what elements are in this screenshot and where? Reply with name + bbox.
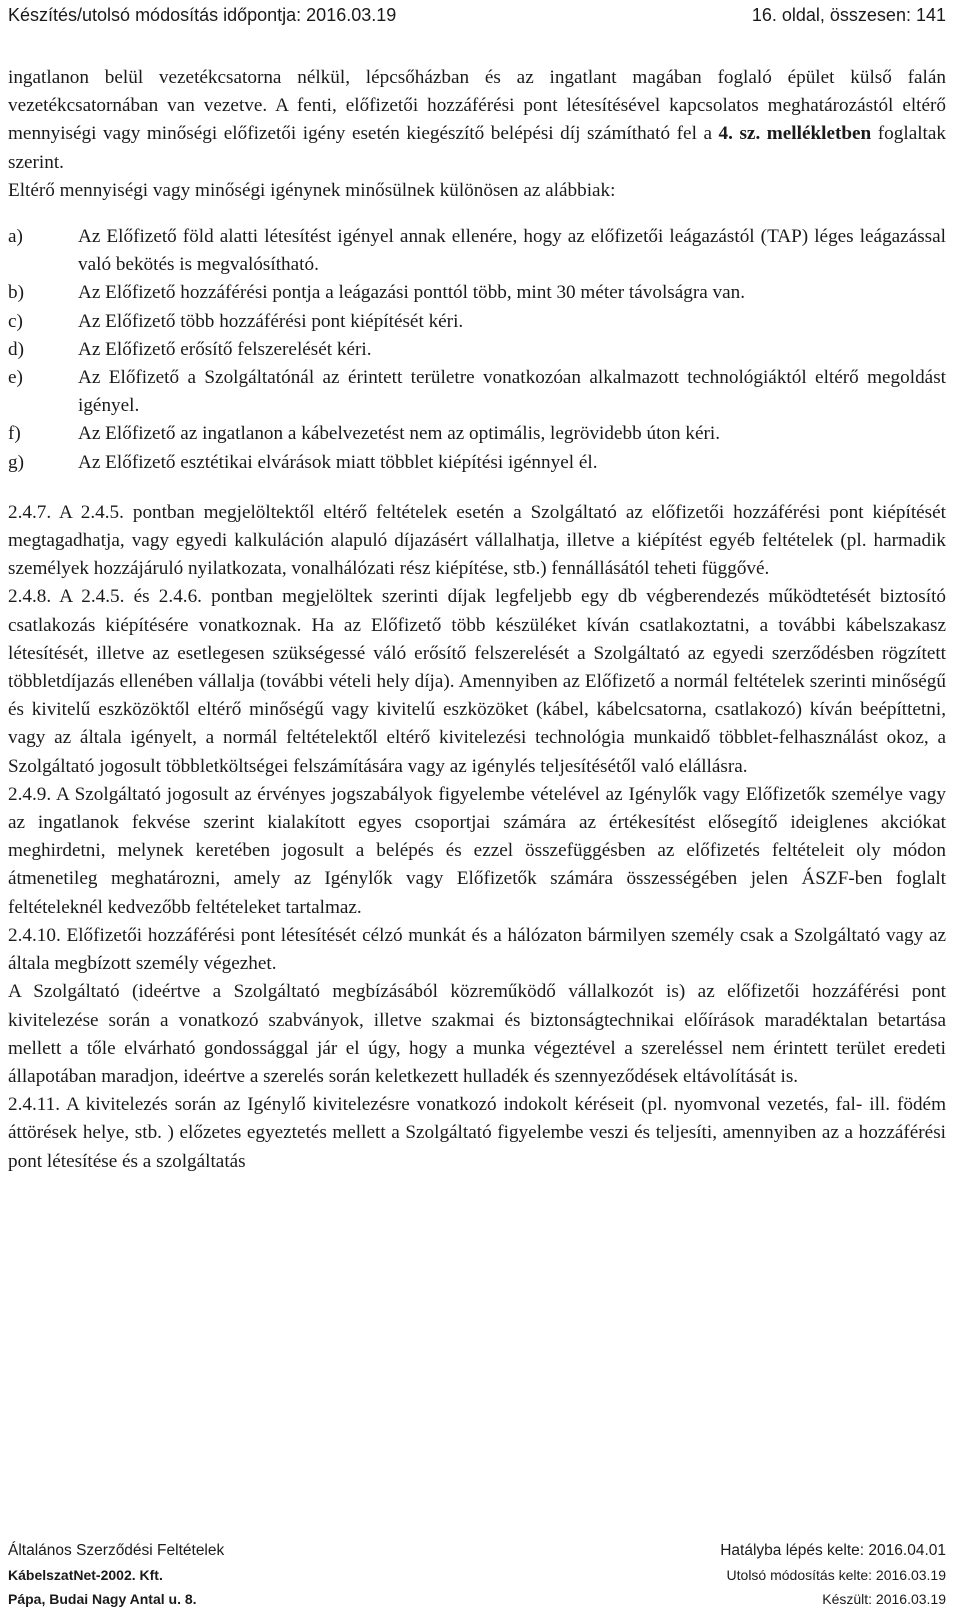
list-marker: g): [8, 451, 24, 473]
list-marker: c): [8, 310, 23, 332]
page-footer: [8, 1539, 946, 1611]
footer-address: Pápa, Budai Nagy Antal u. 8.: [8, 1591, 197, 1607]
list-item: [8, 364, 946, 420]
section-2-4-10-continued: A Szolgáltató (ideértve a Szolgáltató megbízásából közreműködő vállalkozót is) az előfizetői hozzáférési pont kivitelezése során a vonatkozó szabványok, illetve szakmai és biztonságtechnikai előírások maradéktalan betartása mellett a tőle elvárható gondossággal jár el úgy, hogy a munka végeztével a szereléssel nem érintett terület eredeti állapotában maradjon, ideértve a szerelés során keletkezett hulladék és szennyeződések eltávolítását is.: [8, 981, 946, 1087]
list-marker: b): [8, 282, 24, 304]
section-2-4-10: 2.4.10. Előfizetői hozzáférési pont létesítését célzó munkát és a hálózaton bármilyen személy csak a Szolgáltató vagy az általa megbízott személy végezhet.: [8, 924, 946, 975]
footer-row: [8, 1539, 946, 1563]
page-header: [8, 4, 946, 26]
header-timestamp: Készítés/utolsó módosítás időpontja: 2016.03.19: [8, 5, 397, 25]
section-2-4-7: 2.4.7. A 2.4.5. pontban megjelöltektől eltérő feltételek esetén a Szolgáltató az előfizetői hozzáférési pont kiépítését megtagadhatja, vagy egyedi kalkuláción alapuló díjazásért vállalhatja, illetve a kiépítést egyéb feltételek (pl. harmadik személyek hozzájáruló nyilatkozata, vonalhálózati rész kiépítése, stb.) fennállásától teheti függővé.: [8, 501, 946, 580]
list-text: Az Előfizető erősítő felszerelését kéri.: [78, 338, 372, 360]
footer-row: [8, 1563, 946, 1587]
list-text: Az Előfizető föld alatti létesítést igényel annak ellenére, hogy az előfizetői leágazástól (TAP) léges leágazással való bekötés is megvalósítható.: [78, 226, 946, 276]
section-2-4-8: 2.4.8. A 2.4.5. és 2.4.6. pontban megjelöltek szerinti díjak legfeljebb egy db végberendezés működtetését biztosító csatlakozás kiépítésére vonatkoznak. Ha az Előfizető több készüléket kíván csatlakoztatni, a további kábelszakasz létesítését, illetve az esetlegesen szükségessé váló erősítő felszerelését a Szolgáltató az egyedi szerződésben rögzített többletdíjazás ellenében vállalja (további vételi hely díja). Amennyiben az Előfizető a normál feltételek szerinti minőségű és kivitelű eszközöktől eltérő minőségű vagy kivitelű eszközöket (kábel, kábelcsatorna, csatlakozó) kíván beépíttetni, vagy az általa igényelt, a normál feltételektől eltérő kivitelezési technológia munkaidő többlet-felhasználást okoz, a Szolgáltató jogosult többletköltségei felszámítására vagy az igénylés teljesítésétől való elállásra.: [8, 586, 946, 777]
footer-created-date: Készült: 2016.03.19: [822, 1591, 946, 1607]
intro-paragraph: [8, 64, 946, 177]
intro-list-lead: Eltérő mennyiségi vagy minőségi igénynek minősülnek különösen az alábbiak:: [8, 179, 616, 201]
intro-text-end: foglaltak szerint.: [8, 123, 946, 173]
list-marker: a): [8, 226, 23, 248]
list-text: Az Előfizető hozzáférési pontja a leágazási ponttól több, mint 30 méter távolságra van.: [78, 282, 746, 304]
list-marker: e): [8, 367, 23, 389]
list-text: Az Előfizető több hozzáférési pont kiépítését kéri.: [78, 310, 464, 332]
list-item: [8, 449, 946, 477]
appendix-reference: 4. sz. mellékletben: [718, 123, 872, 145]
footer-effective-date: Hatályba lépés kelte: 2016.04.01: [720, 1542, 946, 1559]
list-item: [8, 336, 946, 364]
header-page-number: 16. oldal, összesen: 141: [751, 5, 946, 25]
list-marker: f): [8, 423, 21, 445]
list-text: Az Előfizető a Szolgáltatónál az érintett területre vonatkozóan alkalmazott technológiáktól eltérő megoldást igényel.: [78, 367, 946, 417]
list-item: [8, 223, 946, 279]
requirement-list: [8, 223, 946, 477]
footer-doc-title: Általános Szerződési Feltételek: [8, 1542, 225, 1559]
footer-row: [8, 1587, 946, 1611]
list-marker: d): [8, 338, 24, 360]
section-2-4-11: 2.4.11. A kivitelezés során az Igénylő kivitelezésre vonatkozó indokolt kéréseit (pl. nyomvonal vezetés, fal- ill. födém áttörések helye, stb. ) előzetes egyeztetés mellett a Szolgáltató figyelembe veszi és teljesíti, amennyiben az a hozzáférési pont létesítése és a szolgáltatás: [8, 1094, 946, 1172]
section-2-4-9: 2.4.9. A Szolgáltató jogosult az érvényes jogszabályok figyelembe vételével az Igénylők vagy Előfizetők személye vagy az ingatlanok fekvése szerint kialakított egyes csoportjai számára az értékesítést elősegítő ideiglenes akciókat meghirdetni, melynek keretében jogosult a belépés és ezzel összefüggésben az előfizetés feltételeit oly módon átmenetileg meghatározni, amely az Igénylők vagy Előfizetők számára összességében jelen ÁSZF-ben foglalt feltételeknél kedvezőbb feltételeket tartalmaz.: [8, 783, 946, 918]
list-item: [8, 279, 946, 307]
document-body: [8, 64, 946, 1176]
list-item: [8, 308, 946, 336]
list-text: Az Előfizető az ingatlanon a kábelvezetést nem az optimális, legrövidebb úton kéri.: [78, 423, 721, 445]
footer-company: KábelszatNet-2002. Kft.: [8, 1567, 163, 1583]
list-text: Az Előfizető esztétikai elvárások miatt többlet kiépítési igénnyel él.: [78, 451, 598, 473]
intro-text: ingatlanon belül vezetékcsatorna nélkül, lépcsőházban és az ingatlant magában foglaló épület külső falán vezetékcsatornában van vezetve. A fenti, előfizetői hozzáférési pont létesítésével kapcsolatos meghatározástól eltérő mennyiségi vagy minőségi előfizetői igény esetén kiegészítő belépési díj számítható fel a: [8, 67, 946, 145]
footer-last-modified: Utolsó módosítás kelte: 2016.03.19: [726, 1567, 946, 1583]
list-item: [8, 420, 946, 448]
